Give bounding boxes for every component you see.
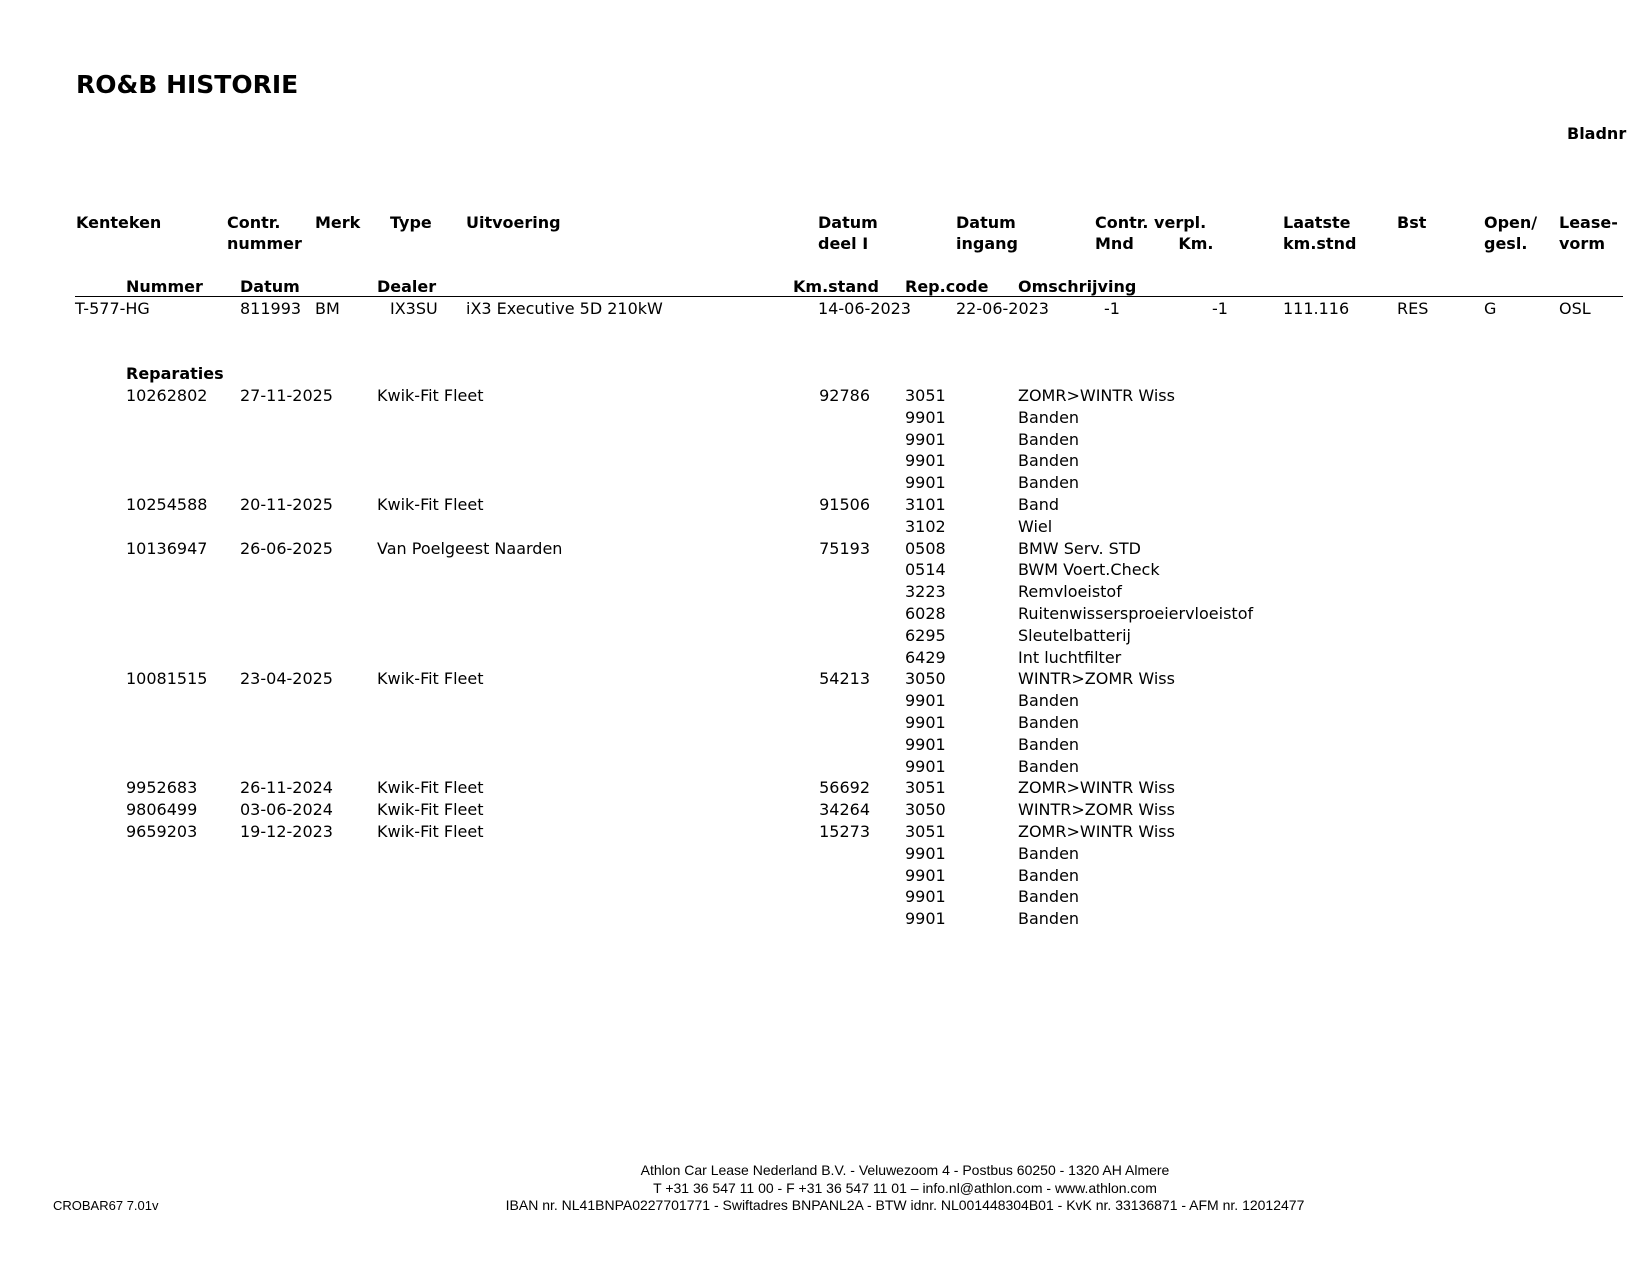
header-open-gesl: Open/ gesl.: [1484, 213, 1538, 253]
repairs-list: [0, 385, 1650, 935]
repair-omschrijving: Banden: [1018, 734, 1080, 754]
repair-code: 0514: [905, 560, 946, 580]
table-row: [0, 472, 1650, 493]
repair-omschrijving: BWM Voert.Check: [1018, 560, 1160, 580]
section-reparaties: Reparaties: [126, 364, 224, 383]
repair-omschrijving: Remvloeistof: [1018, 582, 1122, 602]
table-row: [0, 581, 1650, 602]
repair-code: 9901: [905, 887, 946, 907]
header-dealer: Dealer: [377, 277, 437, 296]
document-code: CROBAR67 7.01v: [53, 1198, 159, 1213]
header-datum: Datum: [240, 277, 300, 296]
repair-dealer: Van Poelgeest Naarden: [377, 538, 563, 558]
repair-nummer: 9659203: [126, 822, 198, 841]
table-row: [0, 690, 1650, 711]
repair-code: 3223: [905, 582, 946, 602]
table-row: [0, 668, 1650, 689]
vehicle-datum-deel1: 14-06-2023: [818, 299, 911, 318]
repair-kmstand: 54213: [819, 669, 870, 689]
repair-datum: 19-12-2023: [240, 822, 333, 841]
repair-kmstand: 92786: [819, 386, 870, 405]
repair-datum: 26-06-2025: [240, 538, 333, 558]
repair-dealer: Kwik-Fit Fleet: [377, 386, 484, 405]
repair-omschrijving: Banden: [1018, 451, 1080, 471]
table-row: [0, 559, 1650, 580]
repair-nummer: 10262802: [126, 386, 208, 405]
vehicle-open-gesl: G: [1484, 299, 1497, 318]
header-repcode: Rep.code: [905, 277, 989, 296]
header-contr-nummer: Contr. nummer: [227, 213, 302, 253]
header-datum-ingang: Datum ingang: [956, 213, 1018, 253]
header-leasevorm: Lease- vorm: [1559, 213, 1618, 253]
repair-dealer: Kwik-Fit Fleet: [377, 822, 484, 841]
repair-code: 9901: [905, 865, 946, 885]
page-title: RO&B HISTORIE: [76, 70, 299, 99]
repair-omschrijving: Sleutelbatterij: [1018, 625, 1131, 645]
repair-kmstand: 56692: [819, 778, 870, 798]
header-contr-verpl: Contr. verpl. Mnd Km.: [1095, 213, 1214, 253]
repair-code: 3102: [905, 516, 946, 536]
repair-omschrijving: Banden: [1018, 909, 1080, 929]
table-row: [0, 777, 1650, 798]
repair-omschrijving: Banden: [1018, 407, 1080, 427]
repair-code: 9901: [905, 429, 946, 449]
repair-omschrijving: Banden: [1018, 691, 1080, 711]
vehicle-leasevorm: OSL: [1559, 299, 1591, 318]
repair-omschrijving: Banden: [1018, 473, 1080, 493]
repair-omschrijving: Ruitenwissersproeiervloeistof: [1018, 604, 1254, 623]
header-uitvoering: Uitvoering: [466, 213, 561, 232]
repair-code: 9901: [905, 451, 946, 471]
repair-datum: 26-11-2024: [240, 778, 333, 798]
header-omschrijving: Omschrijving: [1018, 277, 1137, 296]
table-row: [0, 821, 1650, 842]
table-row: [0, 516, 1650, 537]
vehicle-datum-ingang: 22-06-2023: [956, 299, 1049, 318]
repair-omschrijving: WINTR>ZOMR Wiss: [1018, 800, 1175, 820]
repair-omschrijving: Banden: [1018, 887, 1080, 907]
vehicle-bst: RES: [1397, 299, 1429, 318]
repair-datum: 03-06-2024: [240, 800, 333, 820]
repair-nummer: 10136947: [126, 538, 208, 558]
repair-omschrijving: Banden: [1018, 843, 1080, 863]
repair-omschrijving: Wiel: [1018, 516, 1053, 536]
table-row: [0, 429, 1650, 450]
repair-omschrijving: ZOMR>WINTR Wiss: [1018, 386, 1175, 405]
repair-omschrijving: Banden: [1018, 713, 1080, 732]
repair-kmstand: 15273: [819, 822, 870, 841]
repair-datum: 27-11-2025: [240, 386, 333, 405]
repair-omschrijving: ZOMR>WINTR Wiss: [1018, 822, 1175, 841]
repair-kmstand: 34264: [819, 800, 870, 820]
repair-code: 9901: [905, 734, 946, 754]
vehicle-type: IX3SU: [390, 299, 438, 318]
page-number-label: Bladnr: [1567, 124, 1627, 143]
repair-code: 9901: [905, 713, 946, 732]
footer-line-1: Athlon Car Lease Nederland B.V. - Veluwezoom 4 - Postbus 60250 - 1320 AH Almere: [640, 1162, 1170, 1178]
repair-code: 9901: [905, 756, 946, 776]
footer-line-2: T +31 36 547 11 00 - F +31 36 547 11 01 – info.nl@athlon.com - www.athlon.com: [653, 1180, 1157, 1196]
table-row: [0, 647, 1650, 668]
repair-code: 9901: [905, 473, 946, 493]
repair-code: 9901: [905, 407, 946, 427]
table-row: [0, 908, 1650, 929]
header-bst: Bst: [1397, 213, 1427, 232]
table-row: [0, 865, 1650, 886]
table-row: [0, 843, 1650, 864]
table-row: [0, 799, 1650, 820]
repair-omschrijving: Banden: [1018, 429, 1080, 449]
repair-code: 0508: [905, 538, 946, 558]
table-row: [0, 625, 1650, 646]
repair-omschrijving: BMW Serv. STD: [1018, 538, 1141, 558]
vehicle-km: -1: [1212, 299, 1228, 318]
header-type: Type: [390, 213, 432, 232]
table-row: [0, 734, 1650, 755]
vehicle-mnd: -1: [1104, 299, 1120, 318]
vehicle-contr-nummer: 811993: [240, 299, 302, 318]
table-row: [0, 407, 1650, 428]
table-row: [0, 756, 1650, 777]
table-row: [0, 603, 1650, 624]
repair-code: 3051: [905, 778, 946, 798]
vehicle-merk: BM: [315, 299, 340, 318]
repair-dealer: Kwik-Fit Fleet: [377, 495, 484, 514]
header-merk: Merk: [315, 213, 361, 232]
header-kmstand: Km.stand: [793, 277, 879, 296]
repair-code: 3050: [905, 800, 946, 820]
repair-dealer: Kwik-Fit Fleet: [377, 669, 484, 689]
repair-nummer: 9806499: [126, 800, 198, 820]
repair-omschrijving: Banden: [1018, 756, 1080, 776]
header-laatste-km: Laatste km.stnd: [1283, 213, 1357, 253]
table-row: [0, 494, 1650, 515]
repair-kmstand: 75193: [819, 538, 870, 558]
repair-code: 9901: [905, 909, 946, 929]
footer-line-3: IBAN nr. NL41BNPA0227701771 - Swiftadres BNPANL2A - BTW idnr. NL001448304B01 - KvK nr. 33136871 - AFM nr. 12012477: [505, 1197, 1305, 1213]
table-row: [0, 385, 1650, 406]
repair-code: 6028: [905, 604, 946, 623]
repair-dealer: Kwik-Fit Fleet: [377, 778, 484, 798]
repair-datum: 20-11-2025: [240, 495, 333, 514]
repair-code: 3050: [905, 669, 946, 689]
repair-code: 3051: [905, 822, 946, 841]
table-row: [0, 886, 1650, 907]
header-kenteken: Kenteken: [76, 213, 162, 232]
repair-omschrijving: Banden: [1018, 865, 1080, 885]
table-row: [0, 712, 1650, 733]
repair-code: 3101: [905, 495, 946, 514]
repair-code: 9901: [905, 691, 946, 711]
header-nummer: Nummer: [126, 277, 203, 296]
repair-nummer: 10254588: [126, 495, 208, 514]
repair-nummer: 9952683: [126, 778, 198, 798]
vehicle-kenteken: T-577-HG: [75, 299, 150, 318]
repair-code: 6429: [905, 647, 946, 667]
repair-omschrijving: Int luchtfilter: [1018, 647, 1122, 667]
table-row: [0, 450, 1650, 471]
vehicle-laatste-km: 111.116: [1283, 299, 1350, 318]
repair-nummer: 10081515: [126, 669, 208, 689]
repair-omschrijving: ZOMR>WINTR Wiss: [1018, 778, 1175, 798]
repair-datum: 23-04-2025: [240, 669, 333, 689]
header-datum-deel1: Datum deel I: [818, 213, 878, 253]
repair-code: 3051: [905, 386, 946, 405]
repair-omschrijving: Band: [1018, 495, 1060, 514]
header-divider: [75, 296, 1623, 297]
repair-code: 6295: [905, 625, 946, 645]
repair-omschrijving: WINTR>ZOMR Wiss: [1018, 669, 1175, 689]
table-row: [0, 538, 1650, 559]
repair-code: 9901: [905, 843, 946, 863]
repair-kmstand: 91506: [819, 495, 870, 514]
vehicle-uitvoering: iX3 Executive 5D 210kW: [466, 299, 663, 318]
repair-dealer: Kwik-Fit Fleet: [377, 800, 484, 820]
